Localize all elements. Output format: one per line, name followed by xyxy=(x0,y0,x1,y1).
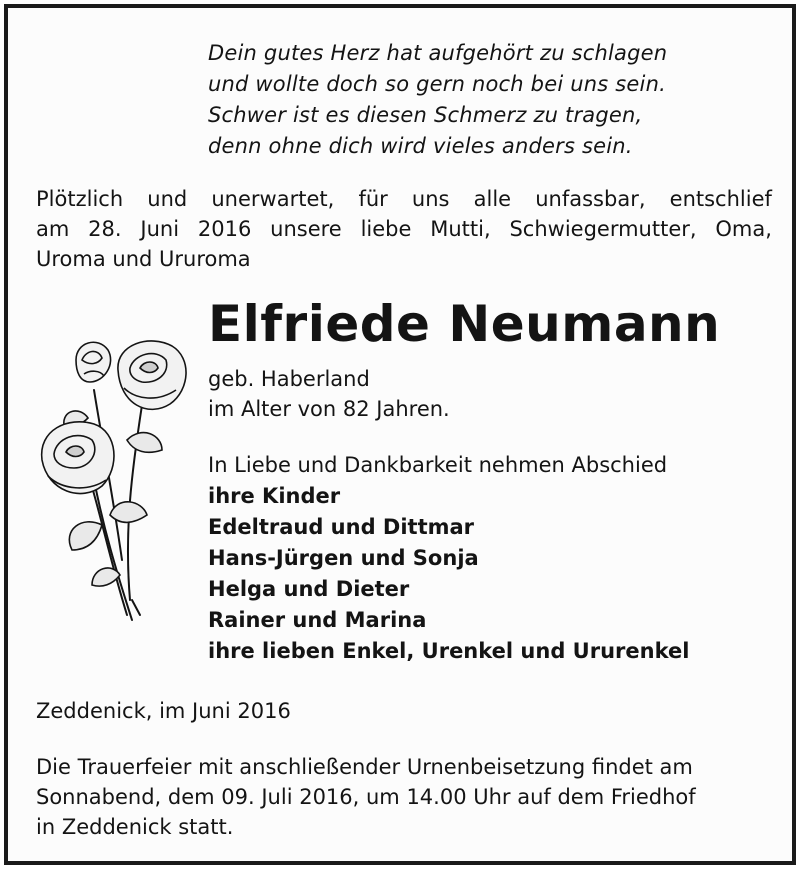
word: liebe xyxy=(360,217,412,241)
place-date: Zeddenick, im Juni 2016 xyxy=(36,699,291,723)
word: unfassbar, xyxy=(535,187,646,211)
announcement-line xyxy=(36,184,772,214)
ceremony-line: Sonnabend, dem 09. Juli 2016, um 14.00 Uhr auf dem Friedhof xyxy=(36,785,696,809)
word: unsere xyxy=(270,217,342,241)
deceased-name: Elfriede Neumann xyxy=(208,295,721,353)
word: Plötzlich xyxy=(36,187,124,211)
announcement-text xyxy=(36,184,772,274)
mourner-line: ihre lieben Enkel, Urenkel und Ururenkel xyxy=(208,639,690,663)
ceremony-line: Die Trauerfeier mit anschließender Urnenbeisetzung findet am xyxy=(36,755,693,779)
poem-line: und wollte doch so gern noch bei uns sein. xyxy=(208,72,666,96)
word: und xyxy=(147,187,188,211)
birth-name: geb. Haberland xyxy=(208,367,370,391)
word: für xyxy=(358,187,388,211)
ceremony-line: in Zeddenick statt. xyxy=(36,815,234,839)
mourner-line: Hans-Jürgen und Sonja xyxy=(208,546,479,570)
ceremony-info xyxy=(36,752,696,842)
mourner-line: Edeltraud und Dittmar xyxy=(208,515,475,539)
word: alle xyxy=(473,187,512,211)
obituary-notice xyxy=(4,4,796,865)
poem-line: Schwer ist es diesen Schmerz zu tragen, xyxy=(208,103,643,127)
poem xyxy=(208,38,667,162)
deceased-details xyxy=(208,364,450,424)
word: 2016 xyxy=(197,217,252,241)
word: am xyxy=(36,217,70,241)
mourners-intro: In Liebe und Dankbarkeit nehmen Abschied xyxy=(208,453,668,477)
mourner-line: Helga und Dieter xyxy=(208,577,410,601)
word: entschlief xyxy=(669,187,772,211)
announcement-line xyxy=(36,214,772,244)
word: unerwartet, xyxy=(211,187,335,211)
word: Schwiegermutter, xyxy=(509,217,697,241)
word: Juni xyxy=(140,217,180,241)
mourner-line: Rainer und Marina xyxy=(208,608,427,632)
word: 28. xyxy=(88,217,122,241)
poem-line: denn ohne dich wird vieles anders sein. xyxy=(208,134,633,158)
announcement-line: Uroma und Ururoma xyxy=(36,247,251,271)
mourners xyxy=(208,450,689,667)
age: im Alter von 82 Jahren. xyxy=(208,397,450,421)
word: uns xyxy=(411,187,450,211)
mourner-line: ihre Kinder xyxy=(208,484,341,508)
poem-line: Dein gutes Herz hat aufgehört zu schlagen xyxy=(208,41,668,65)
word: Mutti, xyxy=(430,217,491,241)
roses-icon xyxy=(32,330,202,630)
word: Oma, xyxy=(715,217,772,241)
